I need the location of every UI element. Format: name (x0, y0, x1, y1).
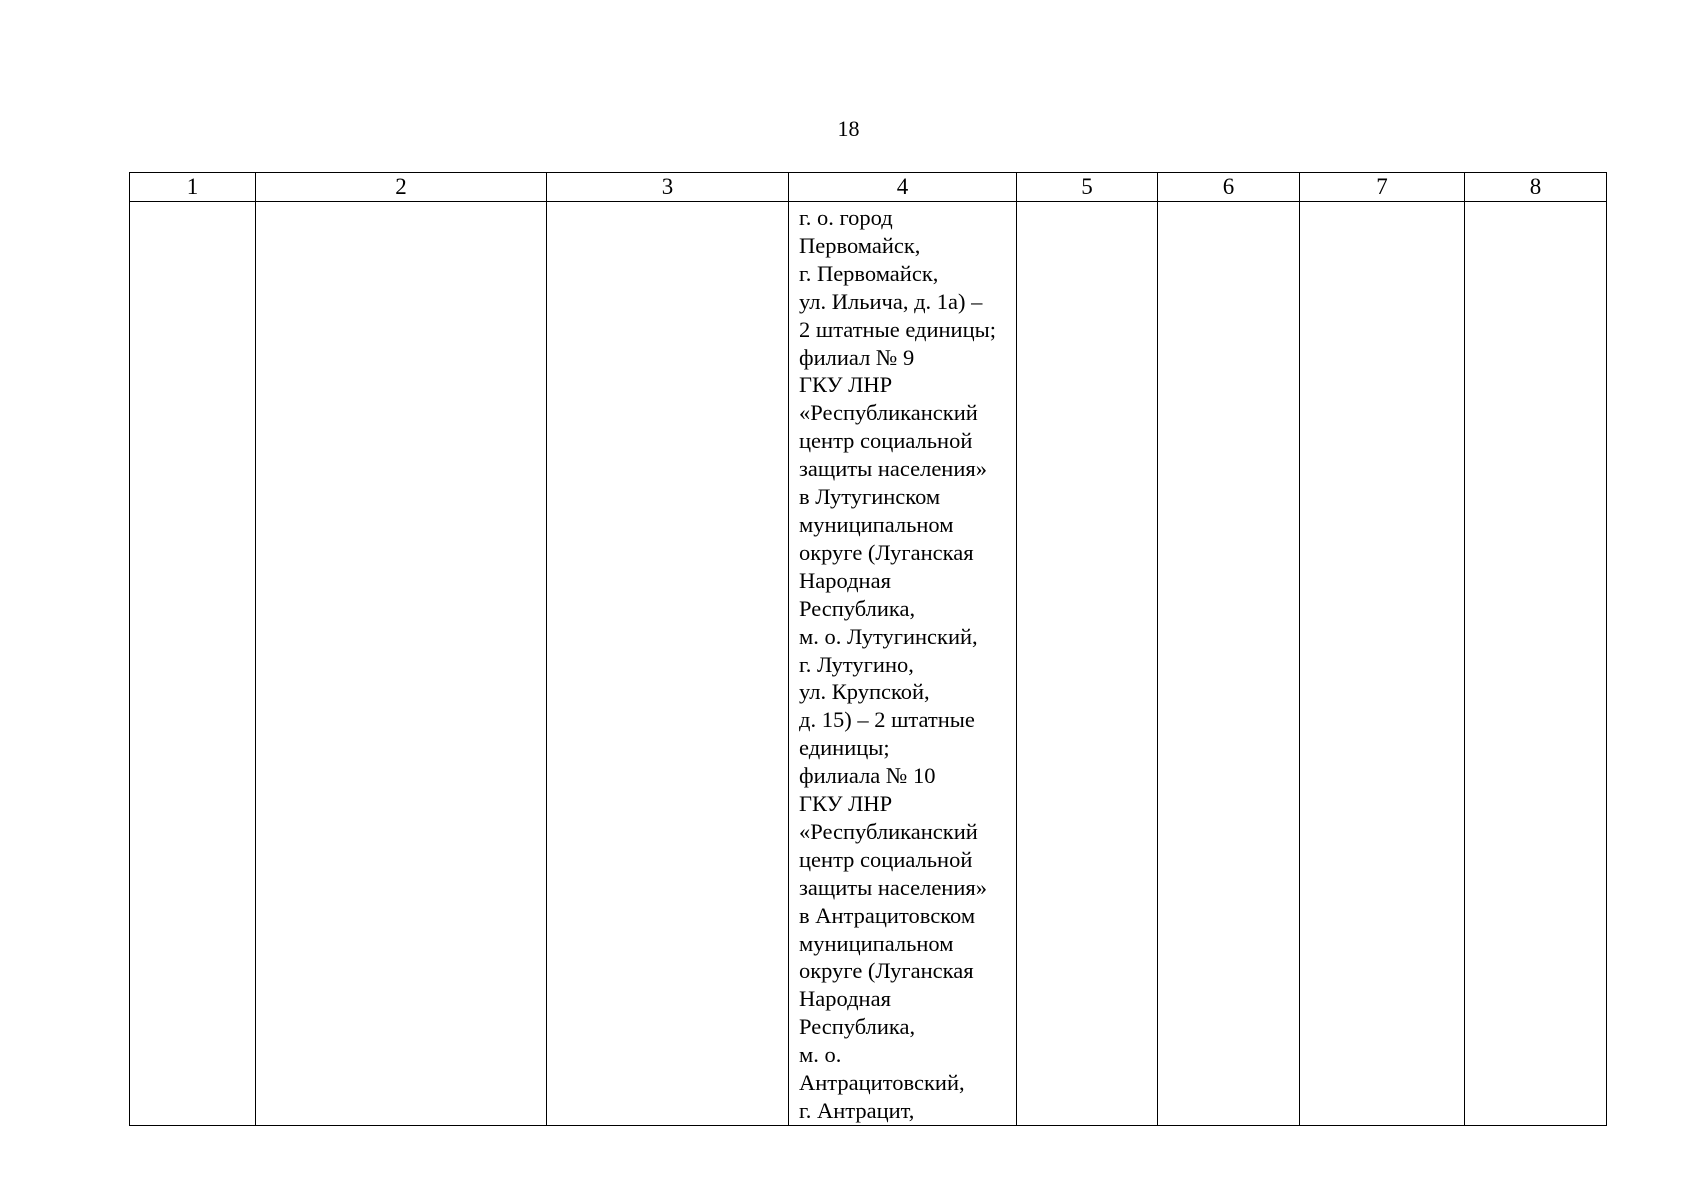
cell-text-line: г. Антрацит, (799, 1098, 915, 1123)
cell-text-line: д. 15) – 2 штатные (799, 707, 975, 733)
cell-text-line: Антрацитовский, (799, 1070, 965, 1096)
cell-text-line: защиты населения» (799, 456, 987, 482)
cell-text-line: Народная (799, 567, 891, 593)
cell-text-line: м. о. (799, 1042, 842, 1068)
cell-text-line: филиала № 10 (799, 763, 936, 789)
column-header-1: 1 (130, 173, 256, 202)
cell-text-line: г. о. город (799, 205, 893, 230)
column-header-6: 6 (1158, 173, 1300, 202)
table-cell-col-2 (256, 202, 547, 1126)
cell-text-line: в Лутугинском (799, 484, 941, 510)
table-cell-col-6 (1158, 202, 1300, 1126)
cell-text-line: Народная (799, 986, 891, 1012)
cell-text-line: в Антрацитовском (799, 902, 976, 928)
column-header-5: 5 (1017, 173, 1158, 202)
page-number: 18 (837, 116, 860, 141)
cell-text-line: округе (Луганская (799, 539, 974, 565)
cell-text-line: центр социальной (799, 846, 973, 872)
cell-text-line: Республика, (799, 1014, 916, 1040)
cell-text-line: «Республиканский (799, 818, 978, 844)
cell-text-line: 2 штатные единицы; (799, 316, 996, 342)
cell-text-line: муниципальном (799, 511, 954, 537)
cell-text-line: округе (Луганская (799, 958, 974, 984)
cell-text-line: м. о. Лутугинский, (799, 623, 978, 649)
cell-text-line: защиты населения» (799, 874, 987, 900)
cell-text-line: ул. Ильича, д. 1а) – (799, 288, 983, 314)
column-header-3: 3 (547, 173, 789, 202)
cell-text-line: муниципальном (799, 930, 954, 956)
column-header-7: 7 (1300, 173, 1465, 202)
cell-text-line: ул. Крупской, (799, 679, 930, 705)
cell-text-line: г. Лутугино, (799, 651, 914, 677)
cell-text-line: ГКУ ЛНР (799, 372, 893, 398)
cell-text-line: центр социальной (799, 428, 973, 454)
column-header-8: 8 (1465, 173, 1607, 202)
column-header-2: 2 (256, 173, 547, 202)
table-row (130, 202, 1607, 1126)
cell-text-line: Первомайск, (799, 232, 921, 258)
cell-text-line: Республика, (799, 595, 916, 621)
column-header-4: 4 (789, 173, 1017, 202)
table-cell-col-4 (789, 202, 1017, 1126)
cell-text-line: филиал № 9 (799, 344, 915, 370)
table-cell-col-5 (1017, 202, 1158, 1126)
table-cell-col-7 (1300, 202, 1465, 1126)
table-cell-col-3 (547, 202, 789, 1126)
table-cell-col-8 (1465, 202, 1607, 1126)
document-table (129, 172, 1607, 1126)
cell-text-line: г. Первомайск, (799, 260, 939, 286)
table-cell-col-1 (130, 202, 256, 1126)
cell-text-line: «Республиканский (799, 400, 978, 426)
cell-text-line: единицы; (799, 735, 890, 761)
table-header-row (130, 173, 1607, 202)
cell-text-line: ГКУ ЛНР (799, 791, 893, 817)
